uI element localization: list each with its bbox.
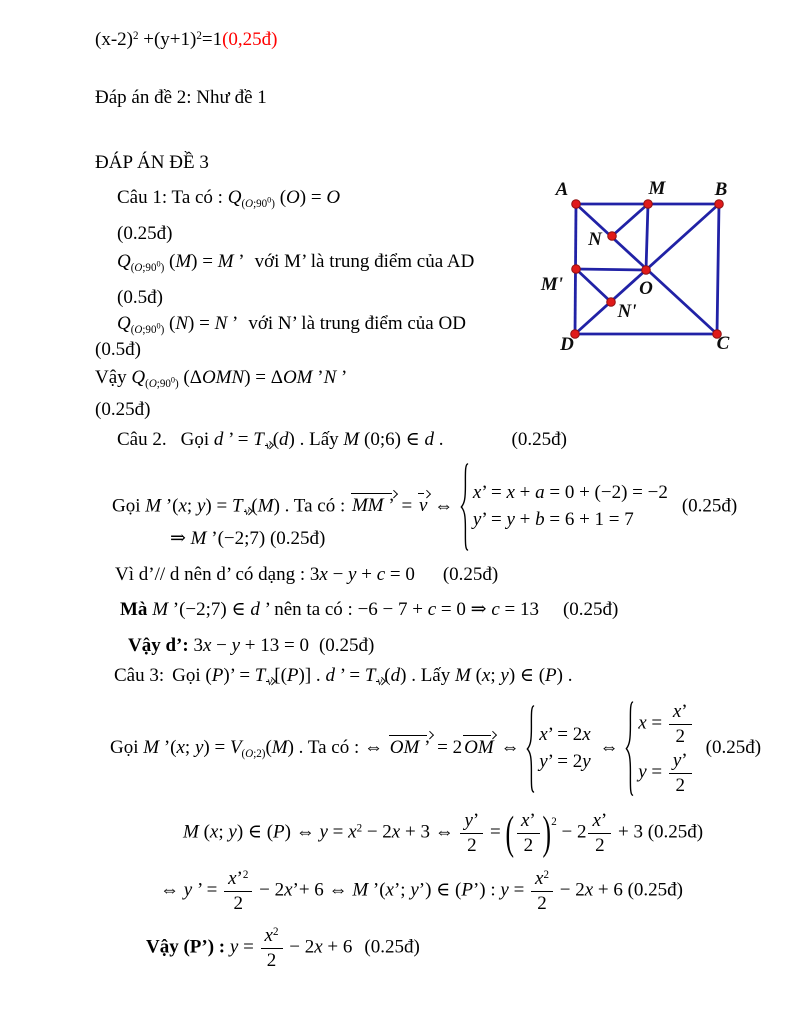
point-B: [715, 200, 724, 209]
label-A: A: [555, 179, 569, 200]
label-N: N: [588, 229, 602, 250]
label-O: O: [639, 278, 653, 299]
cau1-mark1: (0.25đ): [117, 223, 173, 244]
cau1-mark2: (0.5đ): [117, 287, 163, 308]
geometry-figure: [535, 168, 750, 363]
heading-de3: ĐÁP ÁN ĐỀ 3: [95, 152, 209, 173]
point-Mp: [572, 265, 581, 274]
label-C: C: [716, 333, 730, 354]
cau3-conclusion: Vậy (P’) : y = $\frac{x^2}{2}$ − 2x + 6 (0.25đ): [146, 925, 420, 971]
point-M: [644, 200, 653, 209]
equation-circle-result: $(x-2)^2$ $+(y+1)^2=1(0,25đ)$: [95, 29, 278, 50]
label-Mp: M': [540, 274, 564, 295]
point-Np: [607, 298, 616, 307]
cau1-conclusion: Vậy $Q_{(O;90^0)}$ (ΔOMN) = ΔOM ’N ’: [95, 367, 348, 390]
label-D: D: [560, 334, 574, 355]
square-rotation-diagram: [535, 168, 750, 363]
cau1-line2: $Q_{(O;90^0)}$ (M) = M ’ với M’ là trung điểm của AD: [117, 251, 475, 274]
cau3-line1: Câu 3: Gọi (P)’ = T $_v$ [(P)] . d ’ = T $_v$ (d) . Lấy M (x; y) ∈ (P) .: [114, 665, 573, 688]
cau2-line4: Vì d’// d nên d’ có dạng : 3x − y + c = 0 (0.25đ): [115, 564, 499, 585]
cau2-conclusion: Vậy d’: 3x − y + 13 = 0 (0.25đ): [128, 635, 375, 656]
segment-MO: [646, 204, 648, 270]
cau1-mark4: (0.25đ): [95, 399, 151, 420]
point-O: [642, 266, 651, 275]
cau1-line3: $Q_{(O;90^0)}$ (N) = N ’ với N’ là trung điểm của OD: [117, 313, 466, 336]
cau2-line5: Mà M ’(−2;7) ∈ d ’ nên ta có : −6 − 7 + c = 0 ⇒ c = 13 (0.25đ): [120, 599, 619, 620]
cau3-line2-system: Gọi M ’(x; $y) = V_{(O;2)}(M)$ . Ta có : ⇔ OM ’ = 2 OM ⇔ x’ = 2x y’ = 2y ⇔ x = $\frac{x’}{2}$ y = $\frac{y’}{2}$ (0.25đ): [110, 701, 762, 796]
segment-MpNp: [576, 269, 611, 302]
label-B: B: [714, 179, 728, 200]
cau1-mark3: (0.5đ): [95, 339, 141, 360]
cau1-line1: Câu 1: Ta có : $Q_{(O;90^0)}$ (O) = O: [117, 187, 341, 210]
cau2-line2-system: Gọi M ’(x; y) = T $_v$ (M) . Ta có : MM ’ = v ⇔ x’ = x + a = 0 + (−2) = −2 y’ = y + b = 6 + 1 = 7 (0.25đ): [112, 462, 737, 552]
cau2-line3: ⇒ M ’(−2;7) (0.25đ): [170, 528, 326, 549]
answer-de2-note: Đáp án đề 2: Như đề 1: [95, 87, 267, 108]
cau3-line4: ⇔ y ’ = $\frac{x’^2}{2}$ − 2x’+ 6 ⇔ M ’(x’; y’) ∈ (P’) : y = $\frac{x^2}{2}$ − 2x + 6 (0.25đ): [160, 868, 684, 914]
label-M: M: [648, 178, 666, 199]
cau3-line3: M (x; y) ∈ (P) ⇔ $y = x^2 - 2x + 3$ ⇔ $\frac{y’}{2}$ = ( $\frac{x’}{2}$ )$^2$ − 2 $\frac{x’}{2}$ + 3 (0.25đ): [183, 807, 704, 859]
label-Np: N': [617, 301, 637, 322]
cau2-line1: Câu 2. Gọi d ’ = T $_v$ (d) . Lấy M (0;6) ∈ d . (0.25đ): [117, 429, 567, 452]
segment-NM: [612, 204, 648, 236]
segment-MpO: [576, 269, 646, 270]
point-N: [608, 232, 617, 241]
edge-BC: [717, 204, 719, 334]
point-A: [572, 200, 581, 209]
